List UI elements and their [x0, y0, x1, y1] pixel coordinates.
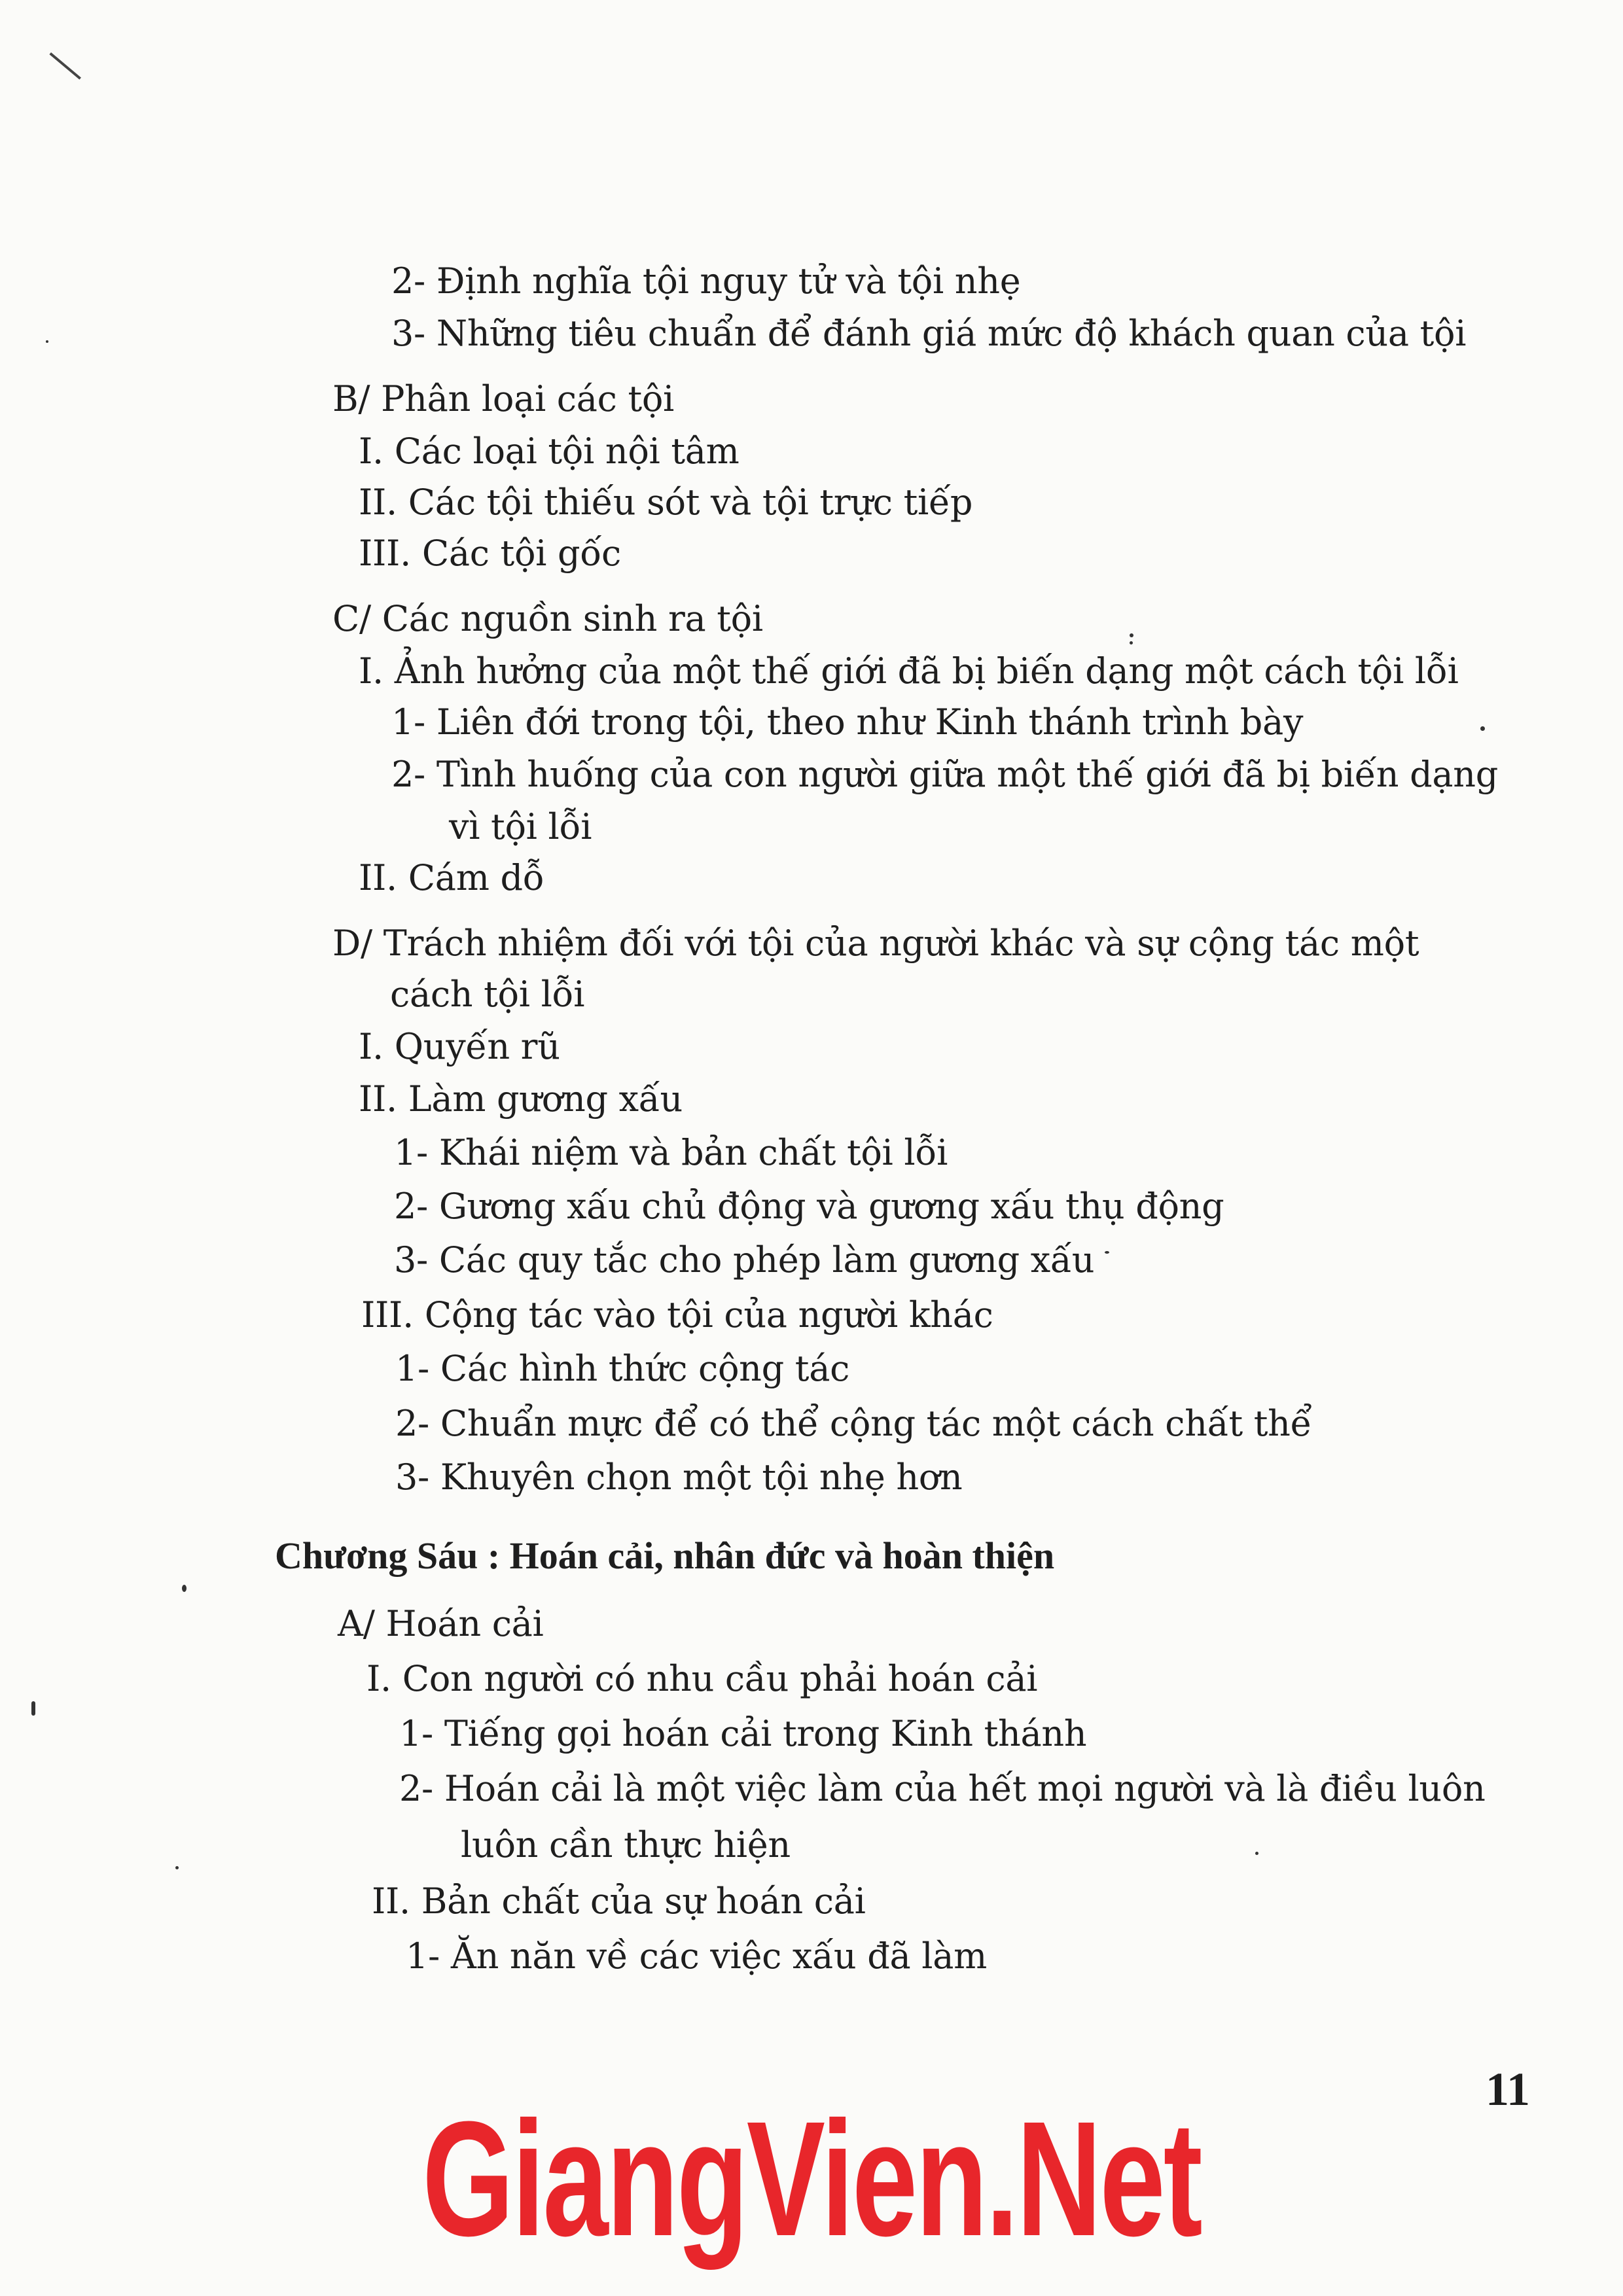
scan-speck [175, 1866, 179, 1869]
page-number: 11 [1486, 2063, 1531, 2115]
scan-speck [1130, 641, 1133, 645]
outline-item: I. Quyến rũ [359, 1026, 560, 1067]
outline-item: II. Làm gương xấu [359, 1078, 683, 1120]
outline-item: III. Cộng tác vào tội của người khác [361, 1294, 993, 1335]
chapter-title: Chương Sáu : Hoán cải, nhân đức và hoàn thiện [275, 1534, 1055, 1577]
outline-item: 2- Tình huống của con người giữa một thế giới đã bị biến dạng [391, 754, 1498, 795]
outline-item: 1- Ăn năn về các việc xấu đã làm [406, 1935, 987, 1977]
outline-item: 1- Liên đới trong tội, theo như Kinh thánh trình bày [391, 701, 1304, 743]
outline-item: III. Các tội gốc [359, 533, 621, 574]
outline-item: 3- Khuyên chọn một tội nhẹ hơn [395, 1457, 963, 1498]
outline-item: II. Cám dỗ [359, 857, 544, 898]
outline-item: 3- Những tiêu chuẩn để đánh giá mức độ khách quan của tội [391, 313, 1467, 354]
scan-speck [1480, 726, 1485, 731]
outline-item: 2- Định nghĩa tội nguy tử và tội nhẹ [391, 260, 1021, 302]
outline-item: 2- Hoán cải là một việc làm của hết mọi người và là điều luôn [399, 1768, 1486, 1809]
outline-item: II. Các tội thiếu sót và tội trực tiếp [359, 482, 973, 523]
outline-heading: D/ Trách nhiệm đối với tội của người khác và sự cộng tác một [332, 923, 1419, 964]
scan-scratch [49, 52, 81, 80]
outline-heading-continued: cách tội lỗi [390, 974, 585, 1015]
scan-speck [1255, 1852, 1258, 1855]
outline-item: I. Ảnh hưởng của một thế giới đã bị biến dạng một cách tội lỗi [359, 650, 1459, 692]
scan-speck [1105, 1251, 1109, 1254]
scan-speck [31, 1701, 35, 1716]
outline-item: 1- Các hình thức cộng tác [395, 1348, 850, 1389]
watermark-logo: GiangVien.Net [422, 2087, 1201, 2270]
outline-item: 2- Gương xấu chủ động và gương xấu thụ động [394, 1186, 1224, 1227]
outline-heading: C/ Các nguồn sinh ra tội [332, 598, 763, 639]
scan-speck [1130, 633, 1133, 637]
outline-heading: B/ Phân loại các tội [332, 378, 675, 419]
outline-item: 2- Chuẩn mực để có thể cộng tác một cách chất thể [395, 1403, 1312, 1444]
outline-item: 3- Các quy tắc cho phép làm gương xấu [394, 1239, 1095, 1280]
outline-heading: A/ Hoán cải [338, 1603, 544, 1644]
outline-item: 1- Tiếng gọi hoán cải trong Kinh thánh [399, 1713, 1087, 1754]
outline-item: II. Bản chất của sự hoán cải [372, 1881, 866, 1922]
scan-speck [46, 340, 48, 343]
outline-item-continued: luôn cần thực hiện [461, 1824, 791, 1865]
outline-item: I. Các loại tội nội tâm [359, 431, 740, 472]
outline-item: I. Con người có nhu cầu phải hoán cải [366, 1658, 1038, 1699]
scan-speck [182, 1585, 187, 1592]
outline-item: 1- Khái niệm và bản chất tội lỗi [394, 1132, 948, 1173]
outline-item-continued: vì tội lỗi [449, 806, 592, 847]
